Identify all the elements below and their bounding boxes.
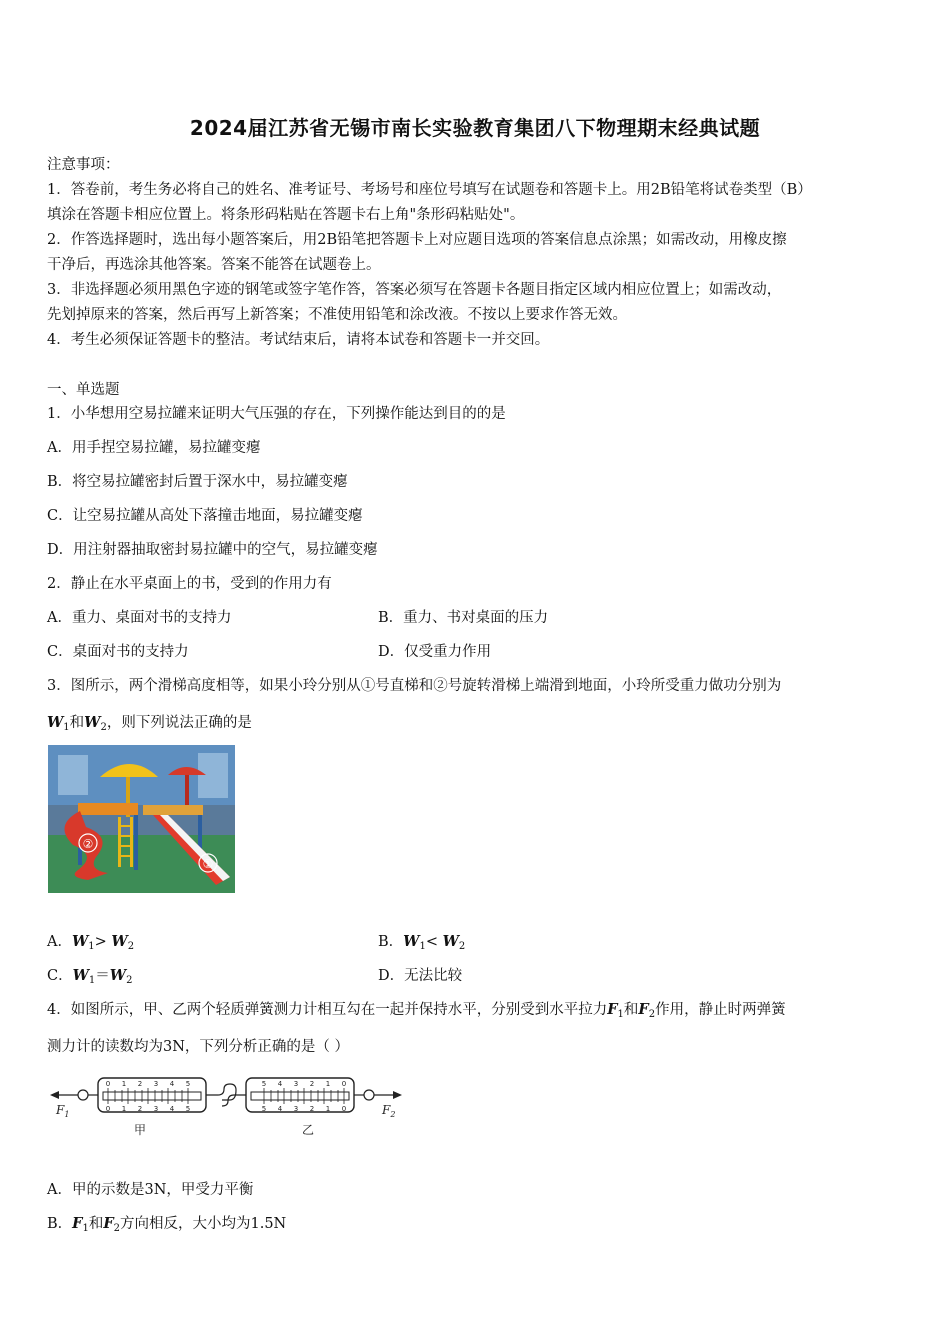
- notice-line: 干净后，再选涂其他答案。答案不能答在试题卷上。: [47, 257, 381, 273]
- scale-tick-label: 1: [325, 1080, 331, 1088]
- w-symbol: W: [109, 967, 127, 984]
- scale-tick-label: 0: [105, 1105, 111, 1113]
- question-3-stem-line2: [47, 711, 252, 733]
- scale-tick-label: 5: [261, 1105, 267, 1113]
- scale-tick-label: 3: [153, 1105, 159, 1113]
- notice-line: 2．作答选择题时，选出每小题答案后，用2B铅笔把答题卡上对应题目选项的答案信息点涂黑；如需改动，用橡皮擦: [47, 232, 787, 248]
- scale-yi-label: 乙: [302, 1123, 315, 1137]
- scale-tick-label: 5: [185, 1105, 191, 1113]
- spring-scales-diagram: [46, 1070, 406, 1140]
- q1-option-a: A．用手捏空易拉罐，易拉罐变瘪: [47, 440, 261, 456]
- force-symbol: F: [103, 1215, 114, 1232]
- and-text: 和: [69, 715, 85, 731]
- scale-tick-label: 0: [341, 1105, 347, 1113]
- subscript: 2: [127, 941, 135, 952]
- scale-jia-label: 甲: [134, 1123, 147, 1137]
- q1-option-c: C．让空易拉罐从高处下落撞击地面，易拉罐变瘪: [47, 508, 363, 524]
- stem-text: 4．如图所示，甲、乙两个轻质弹簧测力计相互勾在一起并保持水平，分别受到水平拉力: [47, 1002, 608, 1018]
- force-f1-label: [55, 1103, 69, 1119]
- subscript: 2: [100, 722, 107, 733]
- option-prefix: A．: [47, 934, 72, 950]
- question-4-stem-line2: 测力计的读数均为3N，下列分析正确的是（ ）: [47, 1039, 350, 1055]
- q3-option-c: [47, 964, 132, 986]
- subscript: 2: [113, 1223, 120, 1234]
- scale-tick-label: 2: [137, 1080, 143, 1088]
- scale-tick-label: 3: [293, 1080, 299, 1088]
- scale-tick-label: 3: [153, 1080, 159, 1088]
- scale-tick-label: 5: [261, 1080, 267, 1088]
- q4-option-b: [47, 1212, 286, 1234]
- force-f2-label: [381, 1103, 395, 1119]
- scale-tick-label: 0: [341, 1080, 347, 1088]
- subscript: 1: [64, 1110, 70, 1119]
- force-symbol: F: [638, 1001, 649, 1018]
- stem-text: 作用，静止时两弹簧: [655, 1002, 786, 1018]
- relation: <: [425, 934, 438, 950]
- force-symbol: F: [56, 1103, 65, 1117]
- q2-option-b: B．重力、书对桌面的压力: [378, 610, 549, 626]
- scale-tick-label: 4: [169, 1080, 175, 1088]
- notice-line: 4．考生必须保证答题卡的整洁。考试结束后，请将本试卷和答题卡一并交回。: [47, 332, 550, 348]
- subscript: 2: [126, 975, 133, 986]
- subscript: 2: [458, 941, 466, 952]
- subscript: 1: [82, 1223, 89, 1234]
- q1-option-d: D．用注射器抽取密封易拉罐中的空气，易拉罐变瘪: [47, 542, 378, 558]
- w-symbol: W: [72, 967, 89, 984]
- q1-option-b: B．将空易拉罐密封后置于深水中，易拉罐变瘪: [47, 474, 348, 490]
- question-4-stem: [47, 998, 786, 1020]
- force-symbol: F: [72, 1215, 83, 1232]
- subscript: 2: [648, 1009, 656, 1020]
- scale-tick-label: 2: [309, 1105, 315, 1113]
- notice-line: 1．答卷前，考生务必将自己的姓名、准考证号、考场号和座位号填写在试题卷和答题卡上。用2B铅笔将试卷类型（B）: [47, 182, 812, 198]
- spiral-slide-label: ②: [82, 837, 94, 851]
- q3-option-d: D．无法比较: [378, 968, 463, 984]
- w-symbol: W: [442, 933, 459, 950]
- subscript: 1: [617, 1009, 624, 1020]
- question-2-stem: 2．静止在水平桌面上的书，受到的作用力有: [47, 576, 332, 592]
- notice-line: 3．非选择题必须用黑色字迹的钢笔或签字笔作答，答案必须写在答题卡各题目指定区域内相应位置上；如需改动，: [47, 282, 782, 298]
- question-1-stem: 1．小华想用空易拉罐来证明大气压强的存在，下列操作能达到目的的是: [47, 406, 506, 422]
- subscript: 2: [390, 1110, 396, 1119]
- option-prefix: C．: [47, 968, 73, 984]
- scale-tick-label: 1: [325, 1105, 331, 1113]
- q3-option-a: [47, 930, 134, 952]
- q4-option-a: A．甲的示数是3N，甲受力平衡: [47, 1182, 254, 1198]
- notice-heading: 注意事项：: [47, 157, 120, 173]
- relation: >: [94, 934, 107, 950]
- page-title: 2024届江苏省无锡市南长实验教育集团八下物理期末经典试题: [189, 116, 761, 140]
- scale-tick-label: 0: [105, 1080, 111, 1088]
- w-symbol: W: [84, 714, 101, 731]
- question-3-stem: 3．图所示，两个滑梯高度相等，如果小玲分别从①号直梯和②号旋转滑梯上端滑到地面，小玲所受重力做功分别为: [47, 678, 782, 694]
- scale-tick-label: 4: [277, 1105, 283, 1113]
- w-symbol: W: [71, 933, 89, 950]
- option-prefix: B．: [47, 1216, 73, 1232]
- scale-tick-label: 3: [293, 1105, 299, 1113]
- q2-option-d: D．仅受重力作用: [378, 644, 492, 660]
- scale-tick-label: 5: [185, 1080, 191, 1088]
- force-symbol: F: [382, 1103, 391, 1117]
- stem-text: 和: [623, 1002, 639, 1018]
- notice-line: 填涂在答题卡相应位置上。将条形码粘贴在答题卡右上角"条形码粘贴处"。: [47, 207, 525, 223]
- notice-line: 先划掉原来的答案，然后再写上新答案；不准使用铅笔和涂改液。不按以上要求作答无效。: [47, 307, 627, 323]
- w-symbol: W: [403, 933, 420, 950]
- straight-slide-label: ①: [202, 857, 214, 871]
- scale-tick-label: 2: [309, 1080, 315, 1088]
- option-text: 和: [88, 1216, 104, 1232]
- option-text: 方向相反，大小均为1.5N: [120, 1216, 287, 1232]
- subscript: 1: [88, 975, 96, 986]
- q2-option-a: A．重力、桌面对书的支持力: [47, 610, 232, 626]
- scale-tick-label: 4: [277, 1080, 283, 1088]
- subscript: 1: [63, 722, 70, 733]
- subscript: 1: [88, 941, 95, 952]
- section-heading: 一、单选题: [47, 382, 120, 398]
- stem-tail: ，则下列说法正确的是: [106, 715, 252, 731]
- w-symbol: W: [111, 933, 128, 950]
- subscript: 1: [419, 941, 426, 952]
- q3-option-b: [378, 930, 465, 952]
- q2-option-c: C．桌面对书的支持力: [47, 644, 189, 660]
- playground-slides-photo: [48, 745, 235, 893]
- scale-tick-label: 1: [121, 1105, 127, 1113]
- relation: ＝: [95, 968, 110, 984]
- w-symbol: W: [47, 714, 64, 731]
- force-symbol: F: [607, 1001, 618, 1018]
- scale-tick-label: 2: [137, 1105, 143, 1113]
- scale-tick-label: 1: [121, 1080, 127, 1088]
- option-prefix: B．: [378, 934, 404, 950]
- scale-tick-label: 4: [169, 1105, 175, 1113]
